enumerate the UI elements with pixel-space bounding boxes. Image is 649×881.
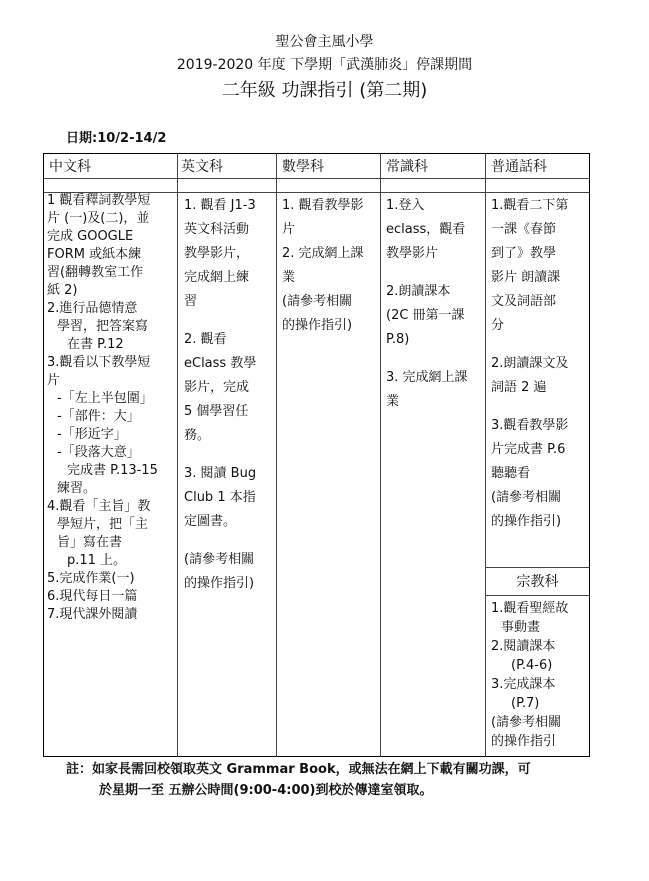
list-item: 詞語 2 遍 (491, 380, 547, 395)
list-item: 2. 完成網上課 (282, 246, 364, 261)
list-item: P.8) (386, 332, 410, 347)
page-title: 二年級 功課指引 (第二期) (221, 80, 428, 101)
list-item: 1. 觀看教學影 (282, 198, 364, 213)
col-heading-gs: 常識科 (386, 159, 428, 175)
list-item: 2. 觀看 (184, 332, 227, 347)
list-item: 的操作指引) (282, 318, 353, 333)
list-item: 5.完成作業(一) (47, 571, 135, 586)
list-item: 完成 GOOGLE (47, 229, 134, 244)
footnote-line-2: 於星期一至 五辦公時間(9:00-4:00)到校於傳達室領取。 (99, 783, 433, 798)
list-item: 1.登入 (386, 198, 425, 213)
list-item: 影片 朗讀課 (491, 270, 561, 285)
col-heading-math: 數學科 (282, 159, 324, 175)
list-item: -「段落大意」 (57, 445, 140, 460)
list-item: (請參考相關 (491, 490, 562, 505)
list-item: 完成書 P.13-15 (67, 463, 158, 478)
chinese-cell (47, 192, 175, 624)
list-item: (請參考相關 (282, 294, 353, 309)
list-item: 教學影片 (386, 246, 439, 261)
list-item: 練習。 (57, 481, 97, 496)
list-item: 在書 P.12 (67, 337, 124, 352)
list-item: 聽聽看 (491, 466, 531, 481)
school-name: 聖公會主風小學 (275, 34, 374, 50)
list-item: eClass 教學 (184, 356, 257, 371)
list-item: (2C 冊第一課 (386, 308, 465, 323)
col-divider-4 (485, 153, 486, 757)
list-item: 2.進行品德情意 (47, 301, 138, 316)
list-item: (請參考相關 (184, 552, 255, 567)
list-item: 2.朗讀課文及 (491, 356, 569, 371)
religion-top-divider (485, 567, 590, 568)
list-item: 5 個學習任 (184, 404, 249, 419)
date-label: 日期:10/2-14/2 (66, 131, 167, 146)
list-item: 的操作指引) (491, 514, 562, 529)
list-item: 1. 觀看 J1-3 (184, 198, 256, 213)
religion-heading: 宗教科 (516, 574, 559, 590)
list-item: 務。 (184, 428, 211, 443)
list-item: FORM 或紙本練 (47, 247, 142, 262)
list-item: 片 (282, 222, 296, 237)
gs-cell (386, 194, 483, 414)
col-divider-2 (276, 153, 277, 757)
list-item: 片完成書 P.6 (491, 442, 566, 457)
list-item: 4.觀看「主旨」教 (47, 499, 151, 514)
col-heading-chinese: 中文科 (49, 159, 91, 175)
putonghua-cell (491, 194, 587, 534)
list-item: 2.朗讀課本 (386, 284, 451, 299)
list-item: 習 (184, 294, 198, 309)
list-item: -「左上半包圍」 (57, 391, 153, 406)
col-divider-3 (380, 153, 381, 757)
list-item: 3.完成課本 (491, 677, 556, 692)
list-item: eclass，觀看 (386, 222, 466, 237)
list-item: 學短片，把「主 (57, 517, 149, 532)
list-item: 事動畫 (501, 620, 541, 635)
math-cell (282, 194, 378, 338)
list-item: 1.觀看聖經故 (491, 601, 569, 616)
list-item: 7.現代課外閱讀 (47, 607, 138, 622)
table-top-border (43, 153, 590, 154)
list-item: 業 (282, 270, 296, 285)
list-item: 到了》教學 (491, 246, 557, 261)
list-item: 6.現代每日一篇 (47, 589, 138, 604)
list-item: 影片，完成 (184, 380, 250, 395)
col-heading-putonghua: 普通話科 (491, 159, 547, 175)
list-item: 3. 閱讀 Bug (184, 466, 257, 481)
list-item: 學習，把答案寫 (57, 319, 149, 334)
list-item: Club 1 本指 (184, 490, 256, 505)
list-item: 的操作指引) (184, 576, 255, 591)
list-item: 旨」寫在書 (57, 535, 123, 550)
religion-cell (491, 599, 587, 751)
header-row-divider (43, 178, 590, 179)
list-item: (P.7) (511, 696, 540, 711)
list-item: -「形近字」 (57, 427, 127, 442)
list-item: 3. 完成網上課 (386, 370, 468, 385)
period-title: 2019-2020 年度 下學期「武漢肺炎」停課期間 (176, 57, 473, 73)
list-item: p.11 上。 (67, 553, 127, 568)
list-item: 3.觀看教學影 (491, 418, 569, 433)
list-item: 英文科活動 (184, 222, 250, 237)
list-item: (P.4-6) (511, 658, 553, 673)
list-item: -「部件：大」 (57, 409, 140, 424)
list-item: 一課《春節 (491, 222, 557, 237)
religion-heading-divider (485, 595, 590, 596)
col-heading-english: 英文科 (181, 159, 223, 175)
list-item: 1.觀看二下第 (491, 198, 569, 213)
list-item: 的操作指引 (491, 734, 557, 749)
list-item: 分 (491, 318, 505, 333)
table-bottom-border (43, 756, 590, 757)
english-cell (184, 194, 274, 596)
footnote-line-1: 註：如家長需回校領取英文 Grammar Book，或無法在網上下載有關功課，可 (66, 762, 531, 777)
list-item: 完成網上練 (184, 270, 250, 285)
table-left-border (43, 153, 44, 757)
list-item: 2.閱讀課本 (491, 639, 556, 654)
list-item: (請參考相關 (491, 715, 562, 730)
list-item: 片 (一)及(二)，並 (47, 211, 150, 226)
list-item: 紙 2) (47, 283, 78, 298)
list-item: 文及詞語部 (491, 294, 557, 309)
list-item: 1 觀看釋詞教學短 (47, 193, 151, 208)
list-item: 習(翻轉教室工作 (47, 265, 144, 280)
list-item: 業 (386, 394, 400, 409)
list-item: 教學影片， (184, 246, 250, 261)
footnote (66, 759, 606, 801)
list-item: 片 (47, 373, 61, 388)
list-item: 3.觀看以下教學短 (47, 355, 151, 370)
table-right-border (589, 153, 590, 757)
list-item: 定圖書。 (184, 514, 237, 529)
col-divider-1 (177, 153, 178, 757)
